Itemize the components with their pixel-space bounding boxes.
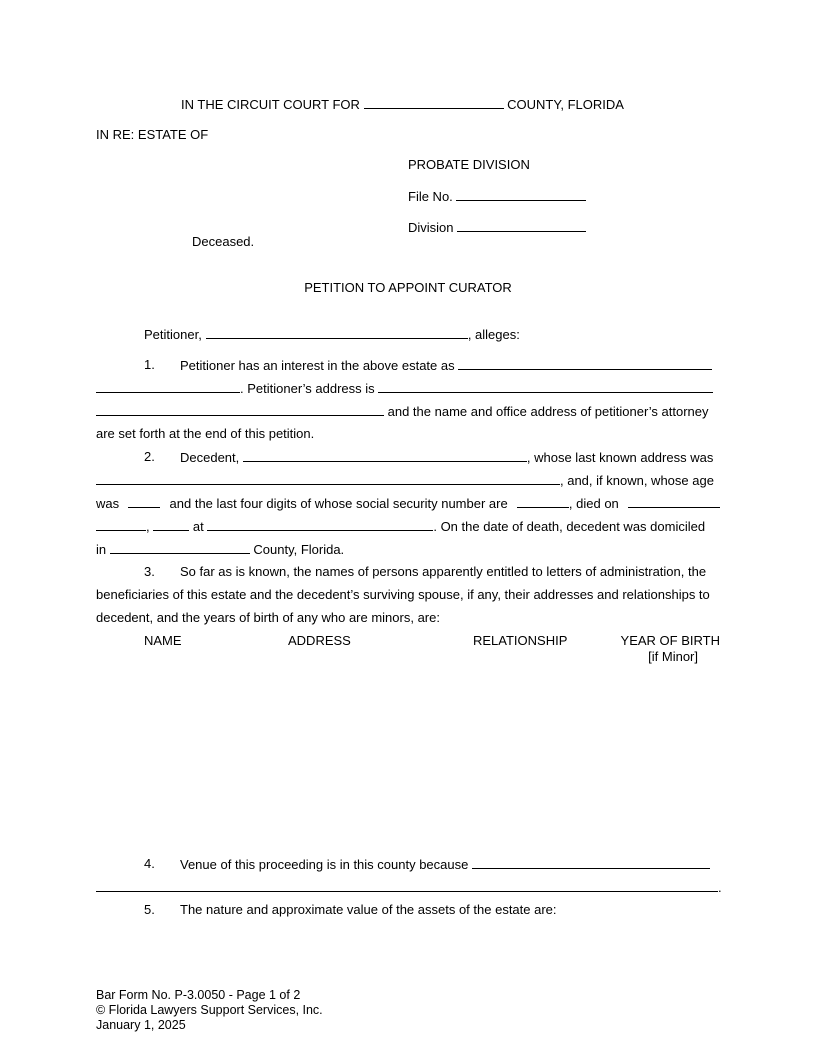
header-name: NAME (144, 633, 182, 648)
p2-text5b: at (192, 519, 204, 534)
deceased-label: Deceased. (192, 234, 255, 249)
footer-form-number: Bar Form No. P-3.0050 - Page 1 of 2 (96, 988, 301, 1002)
header-year-of-birth: YEAR OF BIRTH (620, 633, 720, 648)
p4-end: . (718, 880, 722, 895)
petitioner-label: Petitioner, (144, 327, 202, 342)
p2-line1 (180, 449, 713, 465)
form-footer (96, 988, 323, 1033)
p1-address-blank-cont[interactable] (96, 403, 384, 416)
p2-line2 (96, 472, 714, 488)
p1-interest-blank[interactable] (458, 357, 712, 370)
p2-text6b: County, Florida. (253, 542, 345, 557)
p2-text1: Decedent, (180, 450, 240, 465)
p1-text3: and the name and office address of petitioner’s attorney (387, 404, 709, 419)
p4-text1: Venue of this proceeding is in this county because (180, 857, 469, 872)
p5-number: 5. (144, 902, 155, 917)
p1-line3 (96, 403, 709, 419)
court-suffix: COUNTY, FLORIDA (507, 97, 624, 112)
p1-line1 (180, 357, 712, 373)
venue-reason-blank[interactable] (472, 856, 710, 869)
p1-text4: are set forth at the end of this petition. (96, 426, 315, 441)
death-year-blank[interactable] (153, 518, 189, 531)
file-no-label: File No. (408, 189, 453, 204)
p3-line3: decedent, and the years of birth of any who are minors, are: (96, 610, 440, 625)
petitioner-line (144, 326, 520, 342)
p2-line3 (96, 495, 720, 511)
p1-interest-blank-cont[interactable] (96, 380, 240, 393)
p2-text6a: in (96, 542, 107, 557)
footer-date: January 1, 2025 (96, 1018, 186, 1032)
document-title: PETITION TO APPOINT CURATOR (304, 280, 512, 295)
p3-line1: So far as is known, the names of persons apparently entitled to letters of administration, the (180, 564, 707, 579)
p2-text5c: . On the date of death, decedent was domiciled (433, 519, 706, 534)
p3-number: 3. (144, 564, 155, 579)
division-blank[interactable] (457, 219, 586, 232)
probate-division-label: PROBATE DIVISION (408, 157, 530, 172)
p5-line1: The nature and approximate value of the assets of the estate are: (180, 902, 557, 917)
footer-copyright: © Florida Lawyers Support Services, Inc. (96, 1003, 323, 1017)
division-label: Division (408, 220, 454, 235)
county-blank[interactable] (364, 96, 504, 109)
division-line (408, 219, 586, 235)
petitioner-suffix: , alleges: (467, 327, 520, 342)
death-place-blank[interactable] (207, 518, 433, 531)
p2-text3: , and, if known, whose age (560, 473, 714, 488)
p4-line2 (96, 879, 722, 895)
file-no-blank[interactable] (456, 188, 586, 201)
p2-text4a: was (96, 496, 120, 511)
ssn-last-four-blank[interactable] (517, 495, 569, 508)
header-relationship: RELATIONSHIP (473, 633, 568, 648)
in-re-label: IN RE: ESTATE OF (96, 127, 209, 142)
decedent-address-blank[interactable] (96, 472, 560, 485)
decedent-age-blank[interactable] (128, 495, 160, 508)
p1-text2: . Petitioner’s address is (240, 381, 375, 396)
p4-line1 (180, 856, 710, 872)
domicile-county-blank[interactable] (110, 541, 250, 554)
p3-line2: beneficiaries of this estate and the decedent’s surviving spouse, if any, their addresses and relationships to (96, 587, 710, 602)
court-prefix: IN THE CIRCUIT COURT FOR (181, 97, 360, 112)
petitioner-name-blank[interactable] (206, 326, 468, 339)
header-address: ADDRESS (288, 633, 351, 648)
death-date-blank[interactable] (628, 495, 720, 508)
p2-line4 (96, 518, 705, 534)
p2-text5a: , (146, 519, 150, 534)
p1-number: 1. (144, 357, 155, 372)
p1-line2 (96, 380, 713, 396)
p2-number: 2. (144, 449, 155, 464)
p2-text4b: and the last four digits of whose social security number are (169, 496, 508, 511)
p2-line5 (96, 541, 344, 557)
p1-address-blank[interactable] (378, 380, 713, 393)
p2-text4c: , died on (568, 496, 619, 511)
court-caption (181, 96, 624, 112)
decedent-name-blank[interactable] (243, 449, 527, 462)
file-no-line (408, 188, 586, 204)
p4-number: 4. (144, 856, 155, 871)
venue-reason-blank-cont[interactable] (96, 879, 718, 892)
p1-text1: Petitioner has an interest in the above estate as (180, 358, 455, 373)
death-date-blank-cont[interactable] (96, 518, 146, 531)
p2-text2: , whose last known address was (526, 450, 714, 465)
header-year-note: [if Minor] (648, 649, 698, 664)
